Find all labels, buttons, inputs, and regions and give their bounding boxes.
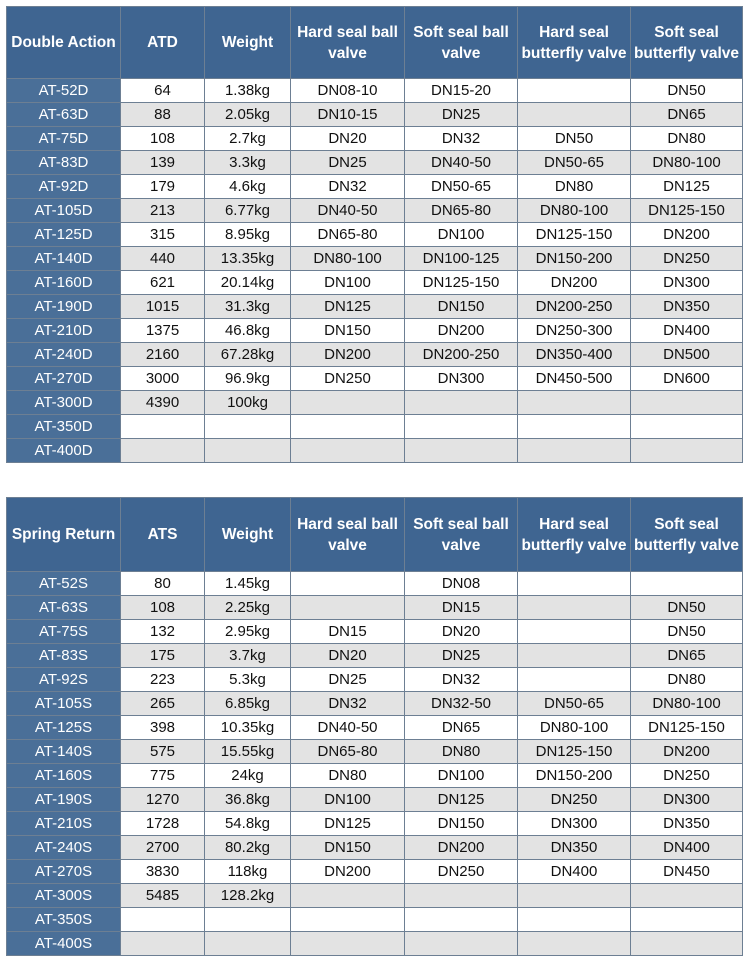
table-cell: 1375: [121, 319, 205, 343]
table-cell: DN250-300: [518, 319, 631, 343]
table-row: [7, 223, 743, 247]
table-cell: 88: [121, 103, 205, 127]
table-row: [7, 199, 743, 223]
table-cell: [291, 439, 405, 463]
table-cell: [518, 668, 631, 692]
table-cell: DN125: [405, 788, 518, 812]
model-cell: AT-105D: [7, 199, 121, 223]
table-row: [7, 391, 743, 415]
table-row: [7, 415, 743, 439]
table-header-row: [7, 498, 743, 572]
table-cell: DN150-200: [518, 247, 631, 271]
table-cell: DN400: [631, 836, 743, 860]
table-cell: DN50: [631, 596, 743, 620]
table-cell: DN200: [631, 740, 743, 764]
table-cell: [631, 932, 743, 956]
table-cell: 108: [121, 596, 205, 620]
table-cell: DN20: [291, 127, 405, 151]
table-cell: 1015: [121, 295, 205, 319]
table-row: [7, 127, 743, 151]
table-cell: DN20: [405, 620, 518, 644]
model-cell: AT-140D: [7, 247, 121, 271]
table-cell: DN32: [291, 175, 405, 199]
table-cell: DN350: [631, 295, 743, 319]
table-cell: [205, 439, 291, 463]
table-row: [7, 572, 743, 596]
table-cell: 2.95kg: [205, 620, 291, 644]
table-cell: DN65-80: [291, 223, 405, 247]
table-cell: DN80-100: [518, 199, 631, 223]
column-header: Hard seal butterfly valve: [518, 7, 631, 79]
table-cell: 223: [121, 668, 205, 692]
table-cell: 108: [121, 127, 205, 151]
table-cell: DN450-500: [518, 367, 631, 391]
table-cell: [631, 415, 743, 439]
column-header: Weight: [205, 7, 291, 79]
table-cell: 265: [121, 692, 205, 716]
model-cell: AT-270D: [7, 367, 121, 391]
table-row: [7, 343, 743, 367]
table-row: [7, 620, 743, 644]
column-header: Soft seal ball valve: [405, 498, 518, 572]
model-cell: AT-75S: [7, 620, 121, 644]
table-cell: [121, 932, 205, 956]
model-cell: AT-240D: [7, 343, 121, 367]
table-row: [7, 692, 743, 716]
table-cell: DN200: [405, 319, 518, 343]
table-cell: DN200: [405, 836, 518, 860]
table-row: [7, 439, 743, 463]
table-cell: 315: [121, 223, 205, 247]
table-cell: 46.8kg: [205, 319, 291, 343]
table-cell: [518, 572, 631, 596]
model-cell: AT-400S: [7, 932, 121, 956]
table-row: [7, 319, 743, 343]
table-cell: DN15: [405, 596, 518, 620]
table-cell: DN400: [518, 860, 631, 884]
table-cell: 80: [121, 572, 205, 596]
table-cell: 775: [121, 764, 205, 788]
table-cell: [631, 884, 743, 908]
model-cell: AT-350D: [7, 415, 121, 439]
table-cell: DN65: [631, 644, 743, 668]
column-header: Hard seal ball valve: [291, 7, 405, 79]
model-cell: AT-75D: [7, 127, 121, 151]
model-cell: AT-52S: [7, 572, 121, 596]
table-cell: 398: [121, 716, 205, 740]
table-row: [7, 668, 743, 692]
table-cell: DN15: [291, 620, 405, 644]
column-header: ATD: [121, 7, 205, 79]
table-cell: DN250: [291, 367, 405, 391]
model-cell: AT-400D: [7, 439, 121, 463]
table-cell: [121, 908, 205, 932]
table-cell: DN125: [291, 812, 405, 836]
table-cell: [405, 908, 518, 932]
table-row: [7, 788, 743, 812]
table-row: [7, 367, 743, 391]
table-cell: 6.77kg: [205, 199, 291, 223]
table-cell: 575: [121, 740, 205, 764]
table-cell: DN200: [518, 271, 631, 295]
table-row: [7, 644, 743, 668]
table-cell: [405, 884, 518, 908]
table-cell: DN250: [405, 860, 518, 884]
table-cell: 20.14kg: [205, 271, 291, 295]
model-cell: AT-270S: [7, 860, 121, 884]
table-cell: [121, 415, 205, 439]
model-cell: AT-190S: [7, 788, 121, 812]
table-cell: DN500: [631, 343, 743, 367]
table-row: [7, 271, 743, 295]
table-cell: DN40-50: [291, 199, 405, 223]
table-cell: DN200: [291, 860, 405, 884]
table-cell: DN50: [631, 620, 743, 644]
model-cell: AT-350S: [7, 908, 121, 932]
column-header: Hard seal ball valve: [291, 498, 405, 572]
table-cell: [518, 79, 631, 103]
table-cell: [291, 932, 405, 956]
table-cell: DN50-65: [518, 151, 631, 175]
column-header: Double Action: [7, 7, 121, 79]
table-row: [7, 812, 743, 836]
column-header: Spring Return: [7, 498, 121, 572]
table-cell: [518, 932, 631, 956]
table-cell: 3000: [121, 367, 205, 391]
table-cell: 36.8kg: [205, 788, 291, 812]
model-cell: AT-83S: [7, 644, 121, 668]
table-row: [7, 175, 743, 199]
model-cell: AT-300D: [7, 391, 121, 415]
table-cell: DN50: [518, 127, 631, 151]
table-cell: [518, 415, 631, 439]
table-cell: 67.28kg: [205, 343, 291, 367]
table-cell: DN15-20: [405, 79, 518, 103]
table-cell: DN300: [631, 788, 743, 812]
table-cell: DN32: [405, 668, 518, 692]
model-cell: AT-92S: [7, 668, 121, 692]
table-row: [7, 247, 743, 271]
table-cell: 2.25kg: [205, 596, 291, 620]
table-cell: 100kg: [205, 391, 291, 415]
table-cell: DN150-200: [518, 764, 631, 788]
table-cell: DN400: [631, 319, 743, 343]
table-cell: 24kg: [205, 764, 291, 788]
table-cell: [518, 596, 631, 620]
table-cell: 15.55kg: [205, 740, 291, 764]
table-cell: 3830: [121, 860, 205, 884]
table-cell: 6.85kg: [205, 692, 291, 716]
table-row: [7, 716, 743, 740]
table-cell: DN150: [291, 319, 405, 343]
table-cell: DN125-150: [631, 199, 743, 223]
table-cell: [405, 415, 518, 439]
table-cell: [518, 908, 631, 932]
table-cell: 179: [121, 175, 205, 199]
table-cell: DN350-400: [518, 343, 631, 367]
table-cell: 139: [121, 151, 205, 175]
column-header: ATS: [121, 498, 205, 572]
table-cell: DN25: [291, 151, 405, 175]
table-cell: DN600: [631, 367, 743, 391]
table-cell: [518, 439, 631, 463]
table-cell: DN32: [405, 127, 518, 151]
table-cell: [291, 908, 405, 932]
table-cell: DN100: [291, 271, 405, 295]
table-cell: DN65-80: [405, 199, 518, 223]
table-cell: DN300: [405, 367, 518, 391]
table-cell: 1.38kg: [205, 79, 291, 103]
table-cell: [518, 391, 631, 415]
spring-return-table: [6, 497, 743, 956]
table-cell: 64: [121, 79, 205, 103]
double-action-table: [6, 6, 743, 463]
table-cell: DN125: [631, 175, 743, 199]
table-cell: 13.35kg: [205, 247, 291, 271]
table-cell: DN80-100: [631, 692, 743, 716]
table-cell: DN65: [405, 716, 518, 740]
table-cell: 440: [121, 247, 205, 271]
table-cell: [631, 439, 743, 463]
table-cell: DN125-150: [518, 740, 631, 764]
table-cell: DN350: [631, 812, 743, 836]
table-cell: 5485: [121, 884, 205, 908]
table-cell: DN125-150: [405, 271, 518, 295]
table-row: [7, 836, 743, 860]
table-cell: DN100: [405, 764, 518, 788]
table-row: [7, 740, 743, 764]
model-cell: AT-160D: [7, 271, 121, 295]
table-cell: [121, 439, 205, 463]
table-cell: DN32-50: [405, 692, 518, 716]
table-cell: DN25: [405, 103, 518, 127]
table-cell: [631, 908, 743, 932]
table-cell: DN80: [631, 127, 743, 151]
table-cell: 8.95kg: [205, 223, 291, 247]
table-cell: DN80: [631, 668, 743, 692]
table-header-row: [7, 7, 743, 79]
table-row: [7, 884, 743, 908]
table-cell: [405, 391, 518, 415]
table-cell: 10.35kg: [205, 716, 291, 740]
table-cell: [291, 391, 405, 415]
table-cell: [405, 932, 518, 956]
model-cell: AT-190D: [7, 295, 121, 319]
table-cell: DN150: [405, 812, 518, 836]
table-cell: DN80: [291, 764, 405, 788]
table-cell: DN125-150: [518, 223, 631, 247]
table-cell: DN300: [518, 812, 631, 836]
table-cell: 31.3kg: [205, 295, 291, 319]
table-cell: 5.3kg: [205, 668, 291, 692]
table-cell: [291, 596, 405, 620]
model-cell: AT-105S: [7, 692, 121, 716]
table-cell: [631, 572, 743, 596]
table-row: [7, 295, 743, 319]
model-cell: AT-140S: [7, 740, 121, 764]
table-cell: DN125-150: [631, 716, 743, 740]
table-row: [7, 764, 743, 788]
table-cell: 128.2kg: [205, 884, 291, 908]
table-cell: DN32: [291, 692, 405, 716]
model-cell: AT-125S: [7, 716, 121, 740]
table-cell: [205, 932, 291, 956]
table-cell: 132: [121, 620, 205, 644]
table-cell: [518, 644, 631, 668]
table-cell: DN250: [631, 764, 743, 788]
table-cell: 4.6kg: [205, 175, 291, 199]
table-cell: 3.7kg: [205, 644, 291, 668]
table-cell: [631, 391, 743, 415]
table-cell: [518, 884, 631, 908]
table-cell: DN25: [291, 668, 405, 692]
table-cell: 3.3kg: [205, 151, 291, 175]
model-cell: AT-83D: [7, 151, 121, 175]
table-cell: DN80: [405, 740, 518, 764]
table-cell: DN80-100: [631, 151, 743, 175]
model-cell: AT-125D: [7, 223, 121, 247]
column-header: Soft seal butterfly valve: [631, 7, 743, 79]
table-cell: 2.05kg: [205, 103, 291, 127]
table-row: [7, 79, 743, 103]
table-cell: DN80-100: [291, 247, 405, 271]
table-cell: 2700: [121, 836, 205, 860]
table-cell: 4390: [121, 391, 205, 415]
table-cell: [291, 572, 405, 596]
table-cell: 80.2kg: [205, 836, 291, 860]
table-cell: 54.8kg: [205, 812, 291, 836]
model-cell: AT-92D: [7, 175, 121, 199]
model-cell: AT-210S: [7, 812, 121, 836]
table-row: [7, 103, 743, 127]
table-cell: 2160: [121, 343, 205, 367]
model-cell: AT-52D: [7, 79, 121, 103]
table-cell: DN450: [631, 860, 743, 884]
model-cell: AT-210D: [7, 319, 121, 343]
table-cell: [405, 439, 518, 463]
table-cell: DN100: [405, 223, 518, 247]
table-cell: DN08-10: [291, 79, 405, 103]
table-cell: 2.7kg: [205, 127, 291, 151]
table-cell: DN350: [518, 836, 631, 860]
model-cell: AT-63S: [7, 596, 121, 620]
table-cell: DN300: [631, 271, 743, 295]
column-header: Weight: [205, 498, 291, 572]
table-cell: DN200: [631, 223, 743, 247]
table-cell: DN20: [291, 644, 405, 668]
table-cell: 621: [121, 271, 205, 295]
model-cell: AT-300S: [7, 884, 121, 908]
column-header: Hard seal butterfly valve: [518, 498, 631, 572]
model-cell: AT-240S: [7, 836, 121, 860]
table-cell: DN250: [631, 247, 743, 271]
table-cell: DN100-125: [405, 247, 518, 271]
table-cell: DN125: [291, 295, 405, 319]
column-header: Soft seal ball valve: [405, 7, 518, 79]
model-cell: AT-160S: [7, 764, 121, 788]
table-cell: DN10-15: [291, 103, 405, 127]
table-row: [7, 932, 743, 956]
column-header: Soft seal butterfly valve: [631, 498, 743, 572]
table-cell: DN80-100: [518, 716, 631, 740]
table-cell: 118kg: [205, 860, 291, 884]
table-cell: [518, 103, 631, 127]
table-cell: [205, 908, 291, 932]
table-cell: DN100: [291, 788, 405, 812]
table-cell: [205, 415, 291, 439]
table-cell: DN80: [518, 175, 631, 199]
table-cell: DN40-50: [405, 151, 518, 175]
table-cell: DN150: [405, 295, 518, 319]
table-row: [7, 596, 743, 620]
table-cell: 1728: [121, 812, 205, 836]
table-cell: DN50-65: [518, 692, 631, 716]
table-row: [7, 151, 743, 175]
table-cell: DN65-80: [291, 740, 405, 764]
table-cell: DN150: [291, 836, 405, 860]
table-cell: DN250: [518, 788, 631, 812]
table-cell: DN08: [405, 572, 518, 596]
table-row: [7, 908, 743, 932]
table-cell: DN50: [631, 79, 743, 103]
table-cell: DN25: [405, 644, 518, 668]
table-cell: [518, 620, 631, 644]
table-cell: DN65: [631, 103, 743, 127]
table-cell: DN40-50: [291, 716, 405, 740]
table-cell: DN200-250: [405, 343, 518, 367]
table-cell: 213: [121, 199, 205, 223]
table-cell: 175: [121, 644, 205, 668]
table-cell: 1.45kg: [205, 572, 291, 596]
table-cell: 96.9kg: [205, 367, 291, 391]
table-cell: DN50-65: [405, 175, 518, 199]
table-cell: 1270: [121, 788, 205, 812]
table-cell: [291, 415, 405, 439]
table-cell: [291, 884, 405, 908]
model-cell: AT-63D: [7, 103, 121, 127]
table-cell: DN200: [291, 343, 405, 367]
table-cell: DN200-250: [518, 295, 631, 319]
table-row: [7, 860, 743, 884]
